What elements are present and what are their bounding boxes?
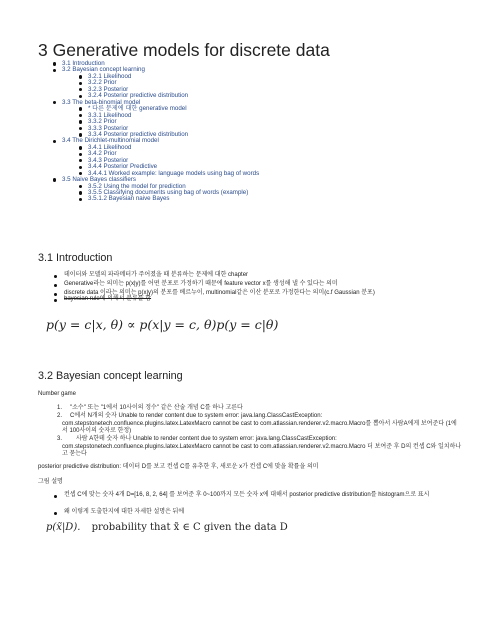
toc-bullet: [79, 75, 82, 78]
step-number: 2.: [57, 413, 63, 419]
toc-link[interactable]: 3.2.2 Prior: [88, 79, 117, 87]
toc-link[interactable]: 3.5.5 Classifying documents using bag of words (example): [88, 189, 249, 196]
toc-bullet: [79, 185, 82, 188]
step-number: 1.: [57, 405, 63, 411]
toc-bullet: [79, 146, 82, 149]
toc-link[interactable]: 3.4.4.1 Worked example: language models using bag of words: [88, 169, 260, 177]
intro-bullet-1: 데이터와 모델의 파라메터가 주어졌을 때 분류하는 문제에 대한 chapter: [64, 272, 249, 278]
toc-link[interactable]: 3.5.2 Using the model for prediction: [88, 182, 186, 190]
toc-bullet: [79, 82, 82, 85]
toc-bullet: [53, 62, 56, 65]
toc-bullet: [79, 159, 82, 162]
intro-bullet-2: Generative라는 의미는 p(x|y)를 어떤 분포로 가정하기 때문에 feature vector x를 생성해 낼 수 있다는 의미: [64, 281, 338, 287]
bayes-rule-formula: p(y = c|x, θ) ∝ p(x|y = c, θ)p(y = c|θ): [46, 317, 279, 332]
toc-link[interactable]: 3.3.4 Posterior predictive distribution: [88, 130, 189, 138]
bullet-dot: [54, 512, 57, 515]
step-3-text: 사람 A한테 숫자 하나 Unable to render content due to system error: java.lang.ClassCastException: com.stepstonetech.confluence.plugins.latex.LatexMacro cannot be cast to com.atlassian.renderer.v2.macro.Macro 더 보여준 후 D의 컨셉 C와 일치하나고 묻는다: [62, 436, 462, 457]
toc-bullet: [79, 172, 82, 175]
toc-link[interactable]: 3.4.2 Prior: [88, 150, 117, 158]
toc-link[interactable]: 3.4.1 Likelihood: [88, 143, 132, 151]
toc-bullet: [79, 88, 82, 91]
bullet-dot: [54, 284, 57, 287]
posterior-predictive-line: posterior predictive distribution: 데이터 D를 보고 컨셉 C를 유추한 후, 새로운 x가 컨셉 C에 맞을 확률을 의미: [38, 464, 319, 470]
section-heading-bayesian-concept-learning: 3.2 Bayesian concept learning: [38, 370, 183, 382]
figure-bullet-2: 왜 이렇게 도출한지에 대한 자세한 설명은 뒤에: [64, 509, 185, 515]
step-2-text: C에서 N개의 숫자 Unable to render content due to system error: java.lang.ClassCastException: com.stepstonetech.confluence.plugins.latex.LatexMacro cannot be cast to com.atlassian.renderer.v2.macro.Macro를 뽑아서 사람A에게 보여준다 (1에서 100사이의 숫자로 한정): [62, 413, 457, 434]
toc-bullet: [53, 178, 56, 181]
bullet-dot: [54, 275, 57, 278]
toc-link[interactable]: 3.3.3 Posterior: [88, 124, 129, 132]
posterior-predictive-formula: [46, 522, 288, 533]
toc-bullet: [79, 133, 82, 136]
toc-link[interactable]: 3.4.4 Posterior Predictive: [88, 163, 158, 171]
formula-description: probability that x̃ ∈ C given the data D: [91, 522, 288, 533]
toc-bullet: [79, 153, 82, 156]
toc-bullet: [79, 95, 82, 98]
toc-link[interactable]: 3.5 Naive Bayes classifiers: [62, 176, 136, 184]
bullet-dot: [54, 495, 57, 498]
section-heading-introduction: 3.1 Introduction: [38, 252, 113, 264]
page-title: 3 Generative models for discrete data: [38, 40, 330, 60]
toc-link[interactable]: 3.3 The beta-binomial model: [62, 98, 141, 106]
bullet-dot: [54, 293, 57, 296]
toc-bullet: [79, 166, 82, 169]
toc-link[interactable]: 3.2.4 Posterior predictive distribution: [88, 92, 189, 100]
toc-bullet: [79, 114, 82, 117]
formula-term: p(x̃|D).: [46, 522, 81, 533]
toc-link[interactable]: * 다른 문제에 대한 generative model: [88, 105, 187, 113]
number-game-label: Number game: [38, 391, 77, 397]
toc-link[interactable]: 3.2.3 Posterior: [88, 85, 129, 93]
figure-caption-label: 그림 설명: [38, 479, 63, 485]
toc-link[interactable]: 3.4.3 Posterior: [88, 156, 129, 164]
figure-bullet-1: 컨셉 C에 맞는 숫자 4개 D=[16, 8, 2, 64] 를 보여준 후 0~100까지 모든 숫자 x에 대해서 posterior predictive distribution를 histogram으로 표시: [64, 492, 430, 498]
toc-bullet: [79, 120, 82, 123]
toc-bullet: [79, 198, 82, 201]
toc-bullet: [53, 69, 56, 72]
toc-link[interactable]: 3.4 The Dirichlet-multinomial model: [62, 137, 159, 145]
intro-bullet-3: discrete data 이라는 의미는 p(x|y)의 분포를 베르누이, multinomial같은 이산 분포로 가정한다는 의미(c.f Gaussian 분포): [64, 290, 375, 296]
toc-bullet: [53, 101, 56, 104]
toc-bullet: [53, 140, 56, 143]
toc-link[interactable]: 3.5.1.2 Bayesian naive Bayes: [88, 195, 170, 203]
toc-link[interactable]: 3.3.1 Likelihood: [88, 111, 132, 119]
toc-link[interactable]: 3.2 Bayesian concept learning: [62, 66, 145, 74]
toc-bullet: [79, 107, 82, 110]
toc-bullet: [79, 191, 82, 194]
toc-bullet: [79, 127, 82, 130]
bullet-dot: [54, 299, 57, 302]
toc-link[interactable]: 3.1 Introduction: [62, 60, 105, 67]
step-number: 3.: [57, 436, 63, 442]
step-1-text: "소수" 또는 "1에서 10사이의 정수" 같은 산술 개념 C를 하나 고른다: [70, 405, 243, 411]
intro-bullet-4: bayesian rule에 의해서 분류를 함: [64, 296, 152, 302]
toc-link[interactable]: 3.2.1 Likelihood: [88, 72, 132, 80]
toc-link[interactable]: 3.3.2 Prior: [88, 118, 117, 126]
